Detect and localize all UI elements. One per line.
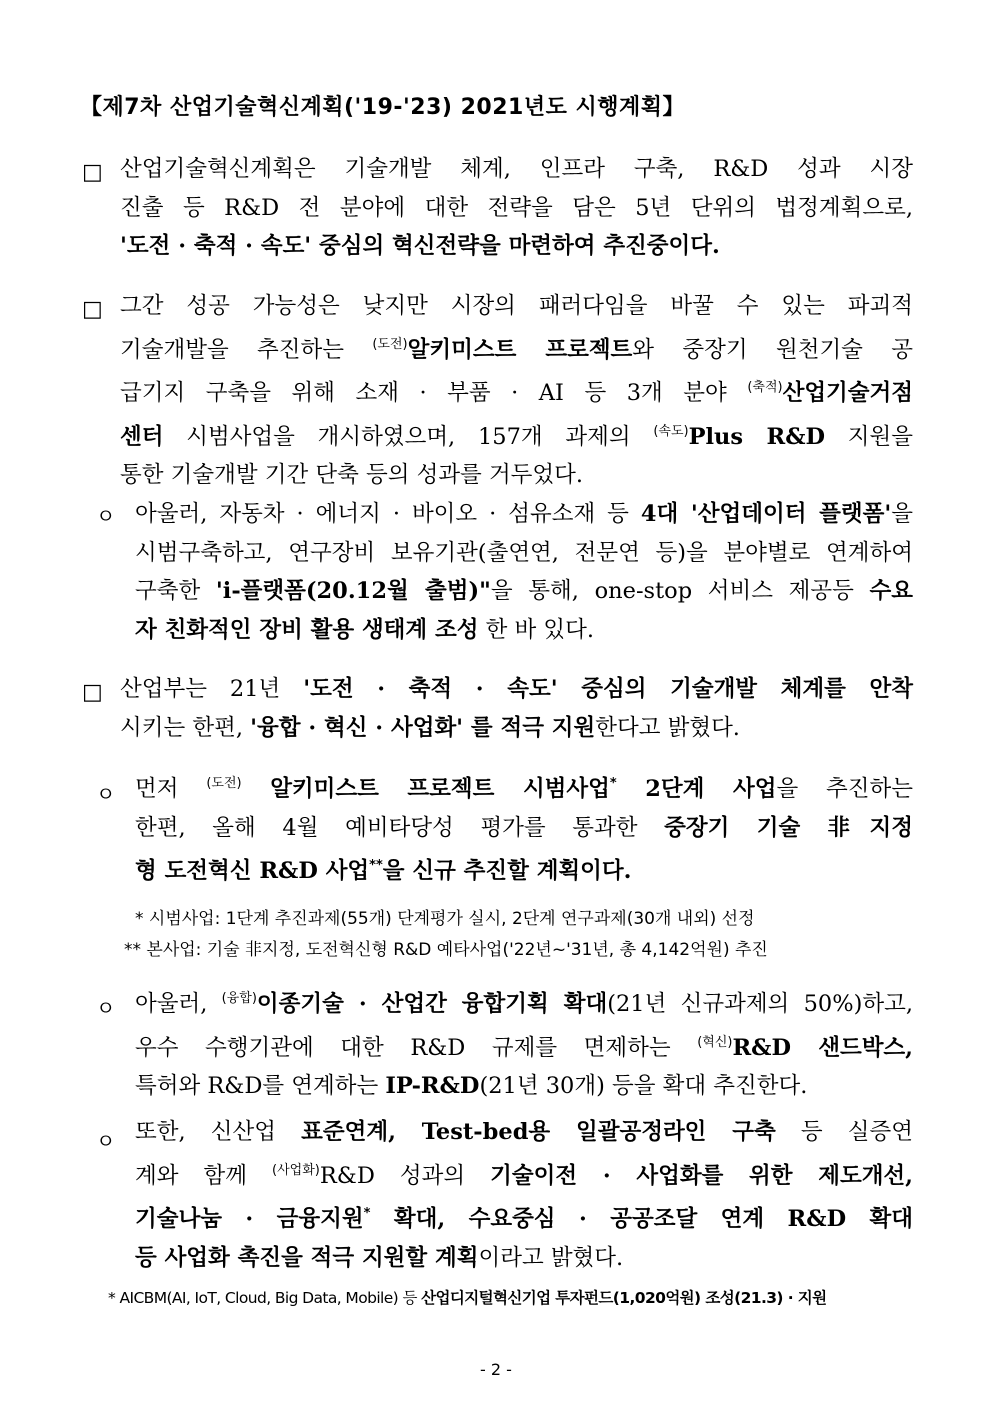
text-run: 기술개발을 추진하는 [120,336,373,363]
square-bullet: □ [82,160,103,185]
paragraph-line [135,1113,913,1152]
text-run: 아울러, 자동차 · 에너지 · 바이오 · 섬유소재 등 [135,501,641,527]
text-run: 급기지 구축을 위해 소재 · 부품 · AI 등 3개 분야 [120,380,748,406]
paragraph-line [135,765,913,809]
text-run-bold: IP-R&D [385,1073,480,1099]
circle-bullet: ㅇ [96,1129,116,1153]
text-run: 먼저 [135,776,207,802]
text-run: 한 바 있다. [478,616,595,643]
paragraph-line [135,809,913,848]
paragraph-line [135,1067,913,1106]
text-run-bold: 이종기술 · 산업간 융합기획 확대 [256,991,608,1017]
text-run: 계와 함께 [135,1162,273,1189]
paragraph-line [135,1024,913,1068]
paragraph-line [135,980,913,1024]
paragraph-line [120,413,913,457]
text-run-bold: 산업기술거점 [782,380,913,406]
text-run-bold: 알키미스트 프로젝트 시범사업 [241,776,610,802]
paragraph-line: 그간 성공 가능성은 낮지만 시장의 패러다임을 바꿀 수 있는 파괴적 [120,293,913,319]
text-run-bold: '융합 · 혁신 · 사업화' 를 적극 지원 [250,714,596,741]
superscript-tag: (혁신) [697,1034,733,1050]
paragraph-6 [135,980,913,1106]
square-bullet: □ [82,680,103,705]
superscript-tag: (도전) [206,776,242,791]
superscript-tag: (도전) [372,336,408,352]
superscript-tag: (축적) [747,380,783,395]
text-run: 시범사업을 개시하였으며, 157개 과제의 [163,423,654,450]
footnote-3 [108,1286,827,1308]
text-run-bold: 을 신규 추진할 계획이다. [382,858,632,884]
text-run-bold: 중장기 기술 非지정 [664,814,913,841]
text-run-bold: 기술나눔 · 금융지원 [135,1206,364,1232]
text-run-bold: 기술이전 · 사업화를 위한 제도개선, [490,1162,913,1189]
text-run-bold: 확대, 수요중심 · 공공조달 연계 R&D 확대 [370,1206,913,1232]
paragraph-line [135,495,913,534]
text-run-bold: 형 도전혁신 R&D 사업 [135,858,370,884]
text-run: 지원을 [825,423,913,450]
text-run: 또한, 신산업 [135,1119,302,1145]
footnote-mark: * [363,1206,371,1221]
page-number: - 2 - [480,1360,512,1379]
paragraph-line: '도전 · 축적 · 속도' 중심의 혁신전략을 마련하여 추진중이다. [120,233,720,259]
text-run: 구축한 [135,578,216,604]
paragraph-1 [120,150,913,266]
circle-bullet: ㅇ [96,996,116,1020]
paragraph-line [135,1152,913,1196]
superscript-tag: (속도) [653,423,689,439]
text-run-bold: 센터 [120,423,164,450]
paragraph-line [120,369,913,413]
text-run: 한편, 올해 4월 예비타당성 평가를 통과한 [135,814,665,841]
text-run: 한다고 밝혔다. [595,714,740,741]
superscript-tag: (사업화) [272,1162,320,1178]
text-run: 아울러, [135,991,222,1017]
paragraph-line: 진출 등 R&D 전 분야에 대한 전략을 담은 5년 단위의 법정계획으로, [120,194,913,221]
circle-bullet: ㅇ [96,782,116,806]
paragraph-7 [135,1113,913,1277]
footnote-mark: * [609,776,617,791]
text-run: * AICBM(AI, IoT, Cloud, Big Data, Mobile) 등 [108,1289,422,1307]
text-run-bold: 표준연계, Test-bed용 일괄공정라인 구축 [301,1119,776,1145]
text-run-bold: '도전 · 축적 · 속도' 중심의 기술개발 체계를 안착 [303,676,913,702]
paragraph-4 [120,670,913,747]
paragraph-line [135,572,913,611]
page-title: 【제7차 산업기술혁신계획('19-'23) 2021년도 시행계획】 [80,95,685,120]
text-run: 우수 수행기관에 대한 R&D 규제를 면제하는 [135,1034,698,1061]
text-run: 산업부는 21년 [120,676,304,702]
superscript-tag: (융합) [221,991,257,1006]
text-run: 특허와 R&D를 연계하는 [135,1073,386,1099]
text-run: 을 추진하는 [776,776,913,802]
paragraph-line: 시범구축하고, 연구장비 보유기관(출연연, 전문연 등)을 분야별로 연계하여 [135,539,913,566]
text-run: 을 [891,501,913,527]
paragraph-line [135,847,913,891]
circle-bullet: ㅇ [96,504,116,528]
footnote-2: ** 본사업: 기술 非지정, 도전혁신형 R&D 예타사업('22년~'31년, 총 4,142억원) 추진 [124,940,768,960]
paragraph-line: 통한 기술개발 기간 단축 등의 성과를 거두었다. [120,462,584,488]
text-run-bold: 자 친화적인 장비 활용 생태계 조성 [135,616,479,643]
text-run: (21년 30개) 등을 확대 추진한다. [479,1073,808,1099]
paragraph-line [120,326,913,370]
square-bullet: □ [82,297,103,322]
paragraph-line: 산업기술혁신계획은 기술개발 체계, 인프라 구축, R&D 성과 시장 [120,156,913,182]
paragraph-3 [135,495,913,649]
text-run: 시키는 한편, [120,714,251,741]
text-run-bold: 등 사업화 촉진을 적극 지원할 계획 [135,1244,479,1271]
paragraph-5 [135,765,913,891]
paragraph-2 [120,287,913,495]
text-run: R&D 성과의 [319,1162,491,1189]
text-run-bold: R&D 샌드박스, [732,1034,913,1061]
footnote-mark: ** [369,858,383,873]
text-run-bold: 수요 [869,578,914,604]
text-run: 을 통해, one-stop 서비스 제공등 [490,578,870,604]
text-run-bold: Plus R&D [688,423,826,450]
paragraph-line [120,709,913,748]
text-run-bold: 2단계 사업 [616,776,777,802]
text-run-bold: 'i-플랫폼(20.12월 출범)" [215,578,491,604]
text-run-bold: 알키미스트 프로젝트 [407,336,633,363]
text-run: (21년 신규과제의 50%)하고, [607,991,913,1017]
paragraph-line [120,670,913,709]
text-run: 와 중장기 원천기술 공 [632,336,914,363]
paragraph-line [135,611,913,650]
text-run-bold: 산업디지털혁신기업 투자펀드(1,020억원) 조성(21.3) · 지원 [421,1289,827,1307]
text-run: 이라고 밝혔다. [478,1244,624,1271]
text-run-bold: 4대 '산업데이터 플랫폼' [640,501,892,527]
paragraph-line [135,1195,913,1239]
paragraph-line [135,1239,913,1278]
footnote-1: * 시범사업: 1단계 추진과제(55개) 단계평가 실시, 2단계 연구과제(30개 내외) 선정 [135,909,755,929]
text-run: 등 실증연 [775,1119,913,1145]
